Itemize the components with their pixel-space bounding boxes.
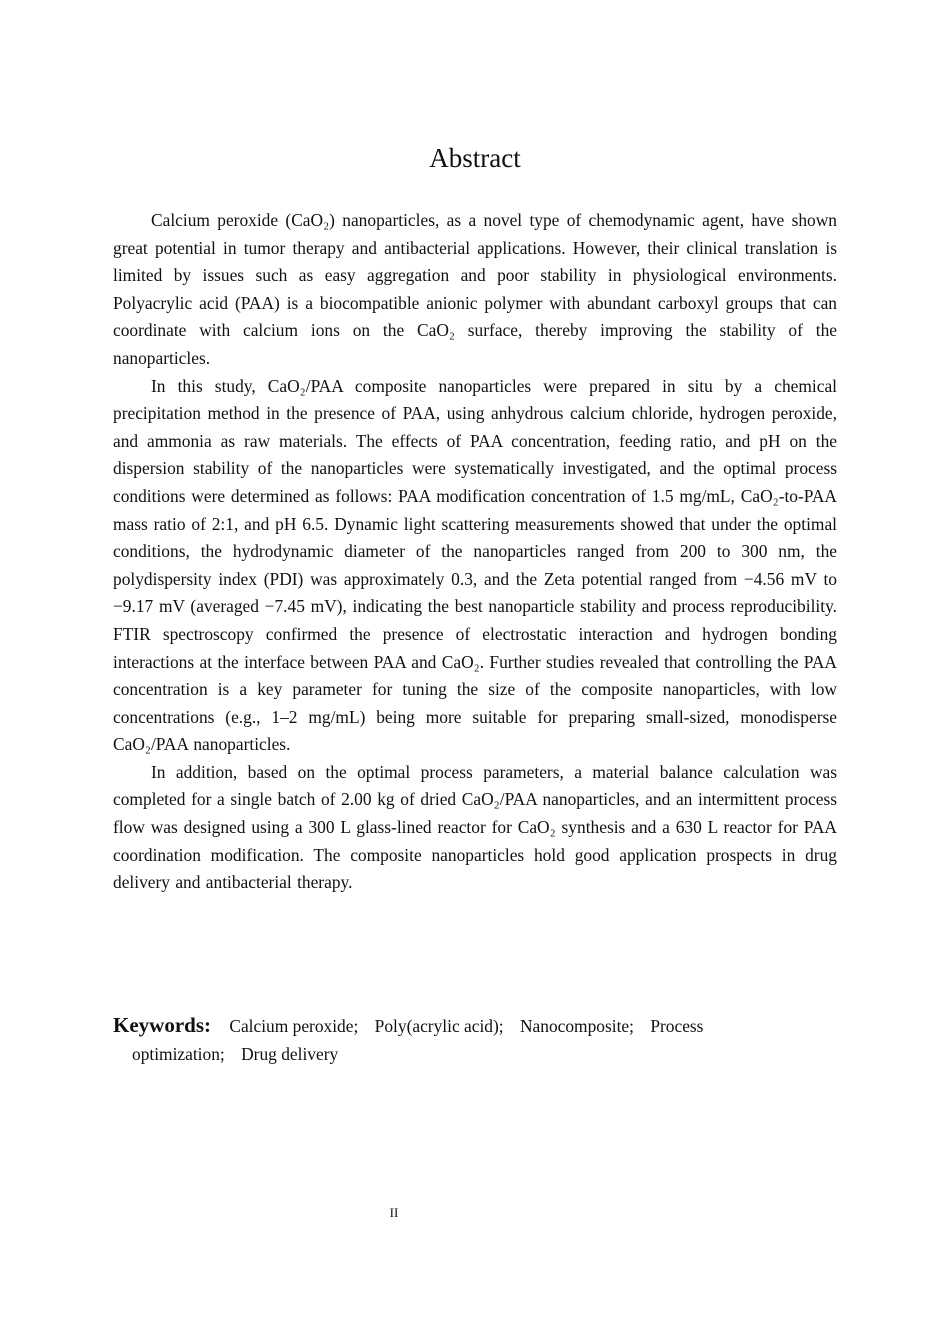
abstract-body (113, 207, 837, 897)
page-number: II (389, 1205, 399, 1220)
abstract-paragraph-1: Calcium peroxide (CaO₂) nanoparticles, as a novel type of chemodynamic agent, have shown great potential in tumor therapy and antibacterial applications. However, their clinical translation is limited by issues such as easy aggregation and poor stability in physiological environments. Polyacrylic acid (PAA) is a biocompatible anionic polymer with abundant carboxyl groups that can coordinate with calcium ions on the CaO₂ surface, thereby improving the stability of the nanoparticles. (113, 210, 837, 368)
keyword-item: Drug delivery (241, 1044, 339, 1064)
abstract-paragraph-3: In addition, based on the optimal process parameters, a material balance calculation was completed for a single batch of 2.00 kg of dried CaO₂/PAA nanoparticles, and an intermittent process flow was designed using a 300 L glass-lined reactor for CaO₂ synthesis and a 630 L reactor for PAA coordination modification. The composite nanoparticles hold good application prospects in drug delivery and antibacterial therapy. (113, 761, 837, 893)
abstract-paragraph-2: In this study, CaO₂/PAA composite nanoparticles were prepared in situ by a chemical precipitation method in the presence of PAA, using anhydrous calcium chloride, hydrogen peroxide, and ammonia as raw materials. The effects of PAA concentration, feeding ratio, and pH on the dispersion stability of the nanoparticles were systematically investigated, and the optimal process conditions were determined as follows: PAA modification concentration of 1.5 mg/mL, CaO₂-to-PAA mass ratio of 2:1, and pH 6.5. Dynamic light scattering measurements showed that under the optimal conditions, the hydrodynamic diameter of the nanoparticles ranged from 200 to 300 nm, the polydispersity index (PDI) was approximately 0.3, and the Zeta potential ranged from −4.56 mV to −9.17 mV (averaged −7.45 mV), indicating the best nanoparticle stability and process reproducibility. FTIR spectroscopy confirmed the presence of electrostatic interaction and hydrogen bonding interactions at the interface between PAA and CaO₂. Further studies revealed that controlling the PAA concentration is a key parameter for tuning the size of the composite nanoparticles, with low concentrations (e.g., 1–2 mg/mL) being more suitable for preparing small-sized, monodisperse CaO₂/PAA nanoparticles. (113, 375, 837, 755)
keyword-item: Process optimization; (132, 1016, 704, 1064)
keyword-item: Nanocomposite; (519, 1016, 634, 1036)
keyword-item: Calcium peroxide; (229, 1016, 359, 1036)
keywords-label: Keywords: (113, 1013, 211, 1037)
keyword-item: Poly(acrylic acid); (374, 1016, 504, 1036)
keywords-line (113, 1011, 812, 1068)
abstract-title: Abstract (429, 143, 521, 173)
